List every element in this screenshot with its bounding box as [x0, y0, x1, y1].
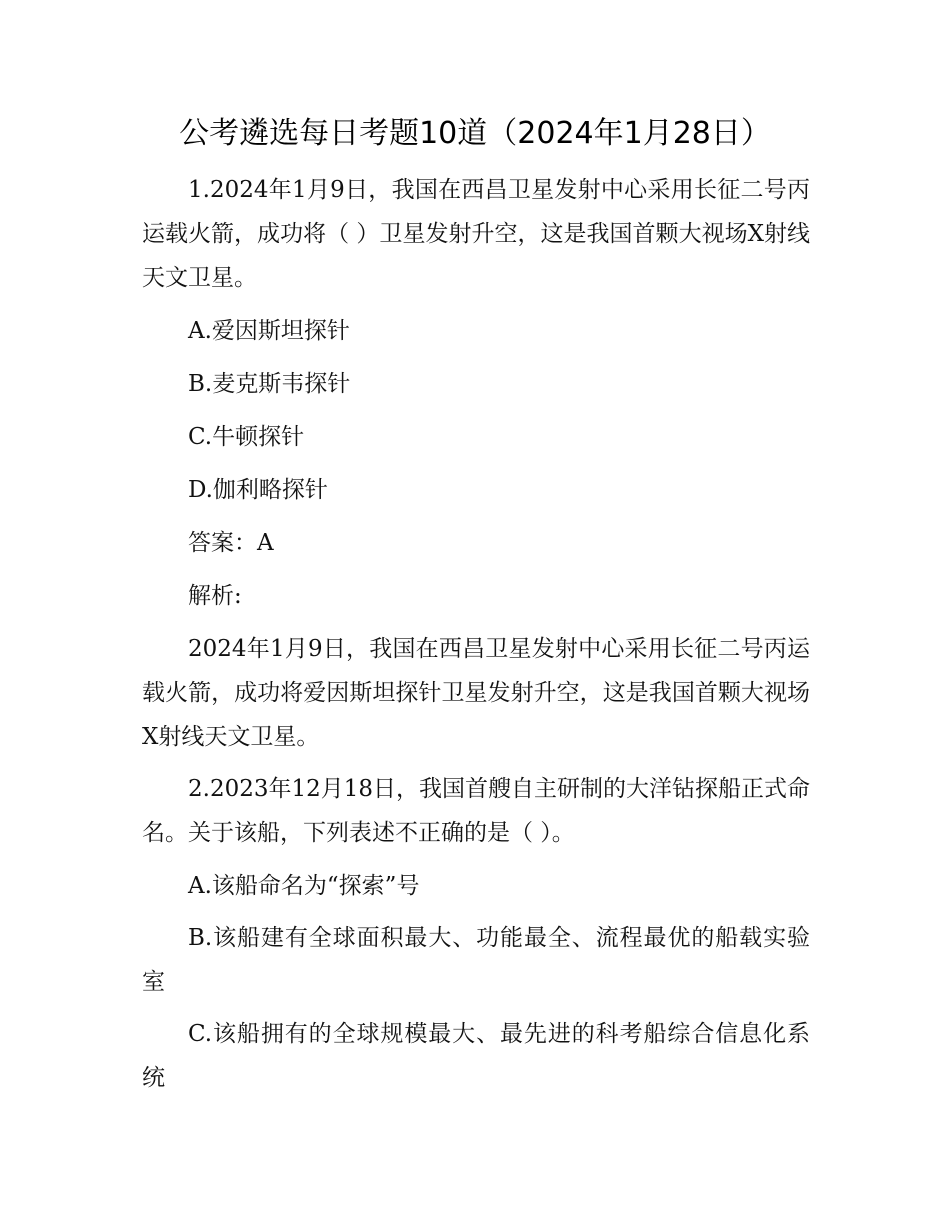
- question-1-stem: 1.2024年1月9日，我国在西昌卫星发射中心采用长征二号丙运载火箭，成功将（ ）卫星发射升空，这是我国首颗大视场X射线天文卫星。: [142, 177, 810, 291]
- question-1-option-b: B.麦克斯韦探针: [188, 371, 351, 397]
- question-2-option-a: A.该船命名为“探索”号: [188, 873, 420, 899]
- question-1-analysis-label: 解析:: [188, 583, 242, 609]
- question-2-option-b: B.该船建有全球面积最大、功能最全、流程最优的船载实验室: [142, 925, 810, 995]
- document-body: [142, 168, 810, 1100]
- question-1-option-a: A.爱因斯坦探针: [188, 318, 350, 344]
- question-1-answer: 答案：A: [188, 530, 274, 556]
- question-1-analysis-text: 2024年1月9日，我国在西昌卫星发射中心采用长征二号丙运载火箭，成功将爱因斯坦探针卫星发射升空，这是我国首颗大视场X射线天文卫星。: [142, 636, 810, 750]
- question-2-stem: 2.2023年12月18日，我国首艘自主研制的大洋钻探船正式命名。关于该船，下列表述不正确的是（ ）。: [142, 776, 811, 846]
- document-title: 公考遴选每日考题10道（2024年1月28日）: [179, 116, 771, 151]
- question-1-option-d: D.伽利略探针: [188, 477, 328, 503]
- question-1-option-c: C.牛顿探针: [188, 424, 305, 450]
- question-2-option-c: C.该船拥有的全球规模最大、最先进的科考船综合信息化系统: [142, 1021, 810, 1091]
